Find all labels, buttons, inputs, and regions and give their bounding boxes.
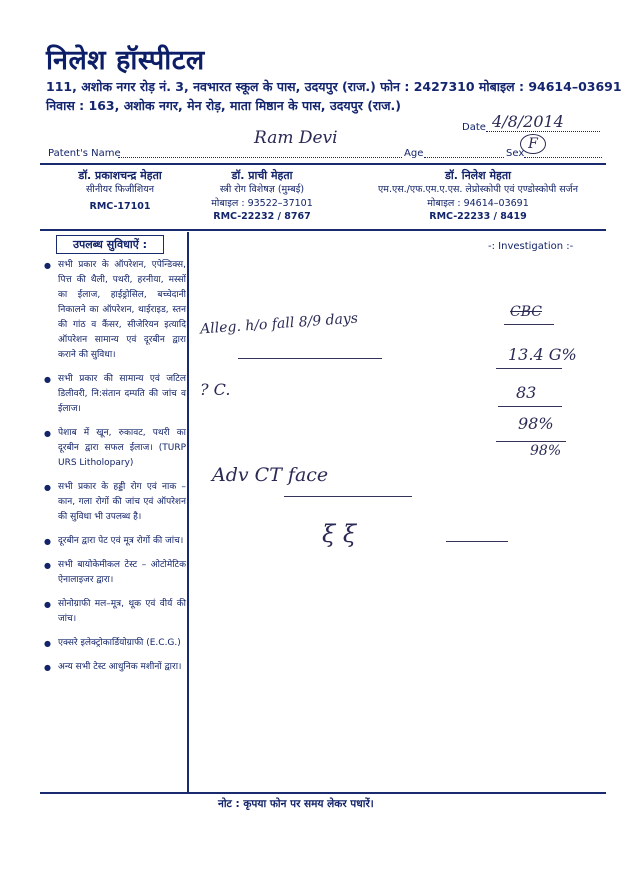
facility-item: ● सोनोग्राफी मल–मूत्र, थूक एवं वीर्य की जांच। <box>44 597 186 627</box>
value-1-underline <box>498 406 562 407</box>
doctor-2-qualification: स्त्री रोग विशेषज्ञ (मुम्बई) <box>219 184 305 195</box>
age-label: Age <box>404 148 424 159</box>
facility-item: ● सभी बायोकेमीकल टेस्ट – ओटोमेटिक ऐनालाइजर द्वारा। <box>44 558 186 588</box>
patient-name-value: Ram Devi <box>254 128 338 148</box>
facility-item: ● सभी प्रकार के हड्डी रोग एवं नाक – कान, गला रोगों की जांच एवं ऑपरेशन की सुविधा भी उपलब्ध है। <box>44 480 186 525</box>
facility-item: ● सभी प्रकार के ऑपरेशन, एपेन्डिक्स, पित्त की थैली, पथरी, हरनीया, मस्सों का ईलाज, हाईड्रोसिल, बच्चेदानी निकालने का ऑपरेशन, थाईराइड, स्तन की गांठ व कैंसर, सीजेरियन इत्यादि ऑपरेशन सामान्य एवं दूरबीन द्वारा कराने की सुविधा। <box>44 258 186 363</box>
date-value: 4/8/2014 <box>492 112 564 131</box>
doctor-3-mobile: मोबाइल : 94614–03691 <box>427 198 529 209</box>
doctor-1-rmc: RMC-17101 <box>89 201 151 212</box>
facility-item: ● अन्य सभी टेस्ट आधुनिक मशीनों द्वारा। <box>44 660 186 675</box>
doctor-3-rmc: RMC-22233 / 8419 <box>429 211 527 222</box>
hospital-address: 111, अशोक नगर रोड़ नं. 3, नवभारत स्कूल के पास, उदयपुर (राज.) फोन : 2427310 मोबाइल : 94614–03691 <box>46 79 622 94</box>
handwritten-advice: Adv CT face <box>212 464 329 486</box>
patient-name-label: Patent's Name <box>48 148 121 159</box>
doctor-1 <box>40 168 200 212</box>
facilities-list <box>44 258 186 684</box>
doctor-2-rmc: RMC-22232 / 8767 <box>213 211 311 222</box>
value-2-underline <box>496 441 566 442</box>
facilities-heading: उपलब्ध सुविधाऐं : <box>56 235 164 254</box>
handwritten-cbc: CBC <box>510 304 542 320</box>
doctor-1-qualification: सीनीयर फिजीशियन <box>85 184 155 195</box>
investigation-label: -: Investigation :- <box>488 241 574 252</box>
cbc-underline <box>504 324 554 325</box>
date-label: Date <box>462 122 486 133</box>
sex-value: F <box>520 134 546 154</box>
handwritten-scribble: ξ ξ <box>322 520 357 548</box>
hospital-residence: निवास : 163, अशोक नगर, मेन रोड़, माता मिष्ठान के पास, उदयपुर (राज.) <box>46 98 402 113</box>
age-line <box>424 147 504 158</box>
doctor-2-name: डॉ. प्राची मेहता <box>231 169 293 182</box>
hospital-name: निलेश हॉस्पीटल <box>46 45 205 76</box>
handwritten-value-3: 98% <box>530 443 562 459</box>
handwritten-value-2: 98% <box>518 414 554 433</box>
column-divider <box>187 232 189 794</box>
doctor-1-name: डॉ. प्रकाशचन्द्र मेहता <box>78 169 162 182</box>
hb-underline <box>496 368 562 369</box>
facility-item: ● एक्सरे इलेक्ट्रोकार्डियोग्राफी (E.C.G.) <box>44 636 186 651</box>
handwritten-history: Alleg. h/o fall 8/9 days <box>199 310 359 338</box>
history-underline <box>238 358 382 359</box>
doctor-2 <box>196 168 328 222</box>
doctors-divider <box>40 229 606 231</box>
doctor-3 <box>344 168 612 222</box>
scribble-line <box>446 541 508 542</box>
patient-name-line <box>118 147 402 158</box>
doctor-3-qualification: एम.एस./एफ.एम.ए.एस. लेप्रोस्कोपी एवं एण्डोस्कोपी सर्जन <box>378 184 578 195</box>
doctor-3-name: डॉ. निलेश मेहता <box>444 169 511 182</box>
footer-note: नोट : कृपया फोन पर समय लेकर पधारें। <box>218 798 374 810</box>
advice-underline <box>284 496 412 497</box>
footer-divider <box>40 792 606 794</box>
facility-item: ● पेशाब में खून, रुकावट, पथरी का दूरबीन द्वारा सफल ईलाज। (TURP URS Litholopary) <box>44 426 186 471</box>
handwritten-value-1: 83 <box>516 383 537 402</box>
facility-item: ● सभी प्रकार की सामान्य एवं जटिल डिलीवरी, नि:संतान दम्पति की जांच व ईलाज। <box>44 372 186 417</box>
handwritten-hb: 13.4 G% <box>508 345 577 364</box>
sex-label: Sex <box>506 148 525 159</box>
header-divider <box>40 163 606 165</box>
doctor-2-mobile: मोबाइल : 93522–37101 <box>211 198 313 209</box>
handwritten-complaint: ? C. <box>200 380 231 399</box>
facility-item: ● दूरबीन द्वारा पेट एवं मूत्र रोगों की जांच। <box>44 534 186 549</box>
